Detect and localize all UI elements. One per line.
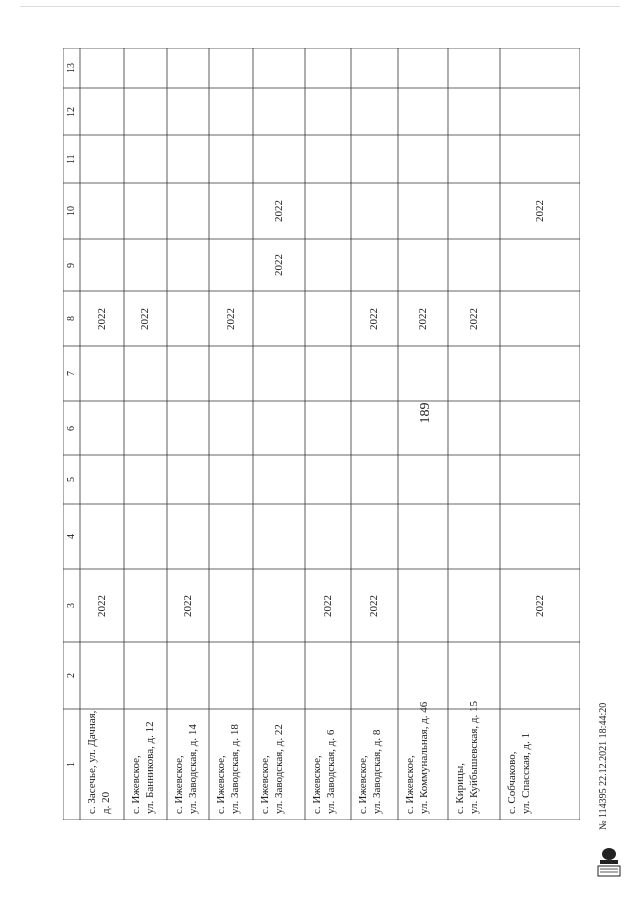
address-line: ул. Коммунальная, д. 46 [418,701,430,814]
address-line: ул. Заводская, д. 8 [371,729,383,814]
year-cell: 2022 [224,307,237,330]
page-number: 189 [418,402,433,424]
table-grid [63,48,580,820]
address-line: ул. Заводская, д. 14 [187,724,199,814]
address-line: с. Ижевское, [357,755,369,814]
header-cell-4: 4 [66,534,77,539]
year-cell: 2022 [533,200,546,222]
address-line: ул. Заводская, д. 22 [273,724,285,814]
year-cell: 2022 [139,307,151,330]
address-line: с. Кирицы, [454,762,466,814]
scan-edge-line [20,6,620,7]
header-cell-7: 7 [66,371,77,376]
address-line: ул. Куйбышевская, д. 15 [468,701,480,814]
header-cell-6: 6 [66,425,77,431]
address-line: ул. Спасская, д. 1 [520,732,532,814]
year-cell: 2022 [467,307,480,330]
year-cell: 2022 [95,307,108,330]
header-cell-8: 8 [66,316,77,321]
address-line: с. Собчаково, [506,751,518,814]
address-line: ул. Банникова, д. 12 [144,721,156,814]
address-line: с. Ижевское, [311,755,323,814]
header-cell-1: 1 [66,762,77,767]
coat-of-arms-emblem-icon [594,842,624,882]
header-cell-11: 11 [66,154,77,164]
year-cell: 2022 [368,307,380,330]
header-cell-9: 9 [66,262,77,268]
document-stamp-footer: № 114395 22.12.2021 18:44:20 [598,702,609,830]
year-cell: 2022 [368,594,380,617]
address-line: ул. Заводская, д. 18 [229,724,241,814]
header-cell-13: 13 [66,63,77,73]
year-cell: 2022 [533,594,546,617]
header-cell-5: 5 [66,477,77,482]
header-cell-3: 3 [66,603,77,608]
address-line: с. Ижевское, [215,755,227,814]
year-cell: 2022 [181,594,194,617]
year-cell: 2022 [416,307,429,330]
year-cell: 2022 [272,254,285,276]
header-cell-10: 10 [66,206,77,216]
year-cell: 2022 [95,594,108,617]
header-cell-12: 12 [66,106,77,117]
address-line: с. Ижевское, [404,755,416,814]
year-cell: 2022 [272,200,285,222]
data-table [63,48,580,820]
address-line: с. Ижевское, [130,755,142,814]
address-line: д. 20 [100,791,112,814]
address-line: с. Засечье, ул. Дачная, [86,710,98,814]
address-line: с. Ижевское, [173,755,185,814]
address-line: ул. Заводская, д. 6 [325,729,337,814]
address-line: с. Ижевское, [259,755,271,814]
year-cell: 2022 [321,594,334,617]
header-cell-2: 2 [66,673,77,678]
